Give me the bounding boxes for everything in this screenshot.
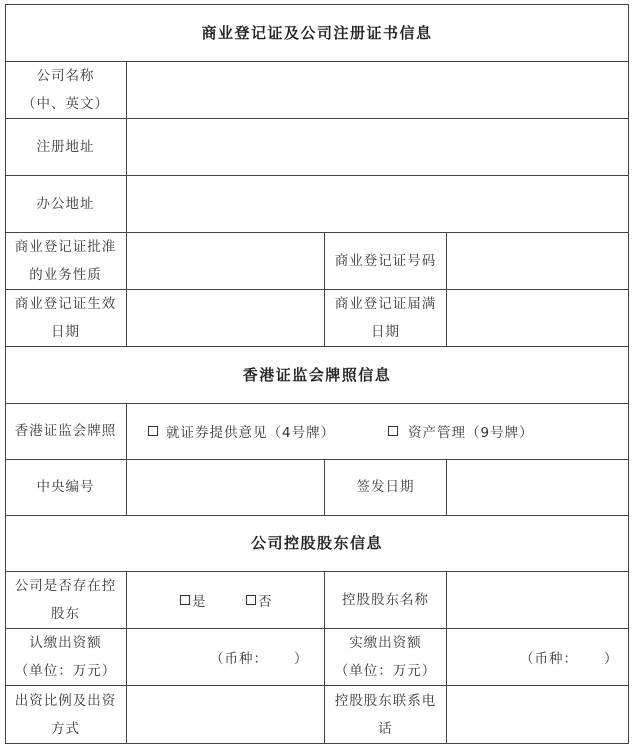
br-nature-label bbox=[5, 232, 126, 289]
contribution-ratio-label bbox=[5, 685, 126, 744]
sfc-license-label: 香港证监会牌照 bbox=[14, 423, 117, 439]
br-expiry-field[interactable] bbox=[447, 289, 629, 346]
yes-label: 是 bbox=[192, 593, 207, 610]
controller-phone-field[interactable] bbox=[447, 685, 629, 744]
has-controller-label bbox=[5, 571, 126, 628]
issue-date-field[interactable] bbox=[447, 459, 629, 515]
type9-checkbox[interactable] bbox=[388, 426, 398, 436]
br-expiry-label-line2: 日期 bbox=[371, 323, 400, 340]
subscribed-label-line2: （单位：万元） bbox=[14, 662, 117, 679]
br-nature-label-line1: 商业登记证批准 bbox=[14, 238, 117, 255]
br-number-label: 商业登记证号码 bbox=[334, 252, 437, 269]
no-label: 否 bbox=[258, 593, 273, 610]
company-name-label-line2: （中、英文） bbox=[22, 95, 109, 112]
issue-date-label: 签发日期 bbox=[356, 479, 415, 495]
section-title-sfc-license: 香港证监会牌照信息 bbox=[242, 365, 392, 384]
type9-label: 资产管理（9号牌） bbox=[408, 425, 534, 441]
br-number-field[interactable] bbox=[447, 232, 629, 289]
br-effective-field[interactable] bbox=[127, 289, 324, 346]
br-nature-field[interactable] bbox=[127, 232, 324, 289]
ce-number-label: 中央编号 bbox=[36, 479, 95, 495]
no-option[interactable] bbox=[246, 571, 273, 628]
section-title-business-registration: 商业登记证及公司注册证书信息 bbox=[201, 23, 433, 42]
company-name-label bbox=[5, 61, 126, 118]
contribution-ratio-field[interactable] bbox=[127, 685, 324, 744]
no-checkbox[interactable] bbox=[246, 595, 256, 605]
yes-option[interactable] bbox=[180, 571, 207, 628]
subscribed-currency[interactable] bbox=[210, 628, 309, 685]
controller-name-field[interactable] bbox=[447, 571, 629, 628]
controller-name-label: 控股股东名称 bbox=[342, 591, 429, 608]
subscribed-capital-label bbox=[5, 628, 126, 685]
ce-number-field[interactable] bbox=[127, 459, 324, 515]
yes-checkbox[interactable] bbox=[180, 595, 190, 605]
registered-address-field[interactable] bbox=[127, 118, 629, 175]
currency-left: （币种： bbox=[210, 650, 268, 667]
br-expiry-label bbox=[325, 289, 446, 346]
office-address-label: 办公地址 bbox=[36, 195, 95, 212]
company-name-label-line1: 公司名称 bbox=[36, 67, 95, 84]
has-controller-label-line2: 股东 bbox=[51, 605, 80, 622]
paid-capital-label bbox=[325, 628, 446, 685]
ratio-label-line2: 方式 bbox=[51, 720, 80, 737]
type9-option[interactable] bbox=[388, 403, 534, 459]
paid-label-line2: （单位：万元） bbox=[334, 662, 437, 679]
type4-option[interactable] bbox=[148, 403, 335, 459]
controller-phone-label bbox=[325, 685, 446, 744]
section-title-shareholder: 公司控股股东信息 bbox=[250, 534, 383, 552]
br-effective-label bbox=[5, 289, 126, 346]
paid-currency[interactable] bbox=[520, 628, 619, 685]
ratio-label-line1: 出资比例及出资 bbox=[14, 692, 117, 709]
phone-label-line2: 话 bbox=[378, 720, 393, 737]
type4-label: 就证券提供意见（4号牌） bbox=[166, 425, 336, 441]
br-nature-label-line2: 的业务性质 bbox=[29, 266, 102, 283]
currency-right: ） bbox=[604, 650, 619, 667]
subscribed-label-line1: 认缴出资额 bbox=[29, 634, 102, 651]
br-effective-label-line2: 日期 bbox=[51, 323, 80, 340]
registered-address-label: 注册地址 bbox=[36, 138, 95, 155]
type4-checkbox[interactable] bbox=[148, 426, 158, 436]
has-controller-label-line1: 公司是否存在控 bbox=[14, 577, 117, 594]
paid-label-line1: 实缴出资额 bbox=[349, 634, 422, 651]
currency-left: （币种： bbox=[520, 650, 578, 667]
phone-label-line1: 控股股东联系电 bbox=[334, 692, 437, 709]
br-expiry-label-line1: 商业登记证届满 bbox=[334, 295, 437, 312]
company-name-field[interactable] bbox=[127, 61, 629, 118]
br-effective-label-line1: 商业登记证生效 bbox=[14, 295, 117, 312]
currency-right: ） bbox=[294, 650, 309, 667]
office-address-field[interactable] bbox=[127, 175, 629, 232]
